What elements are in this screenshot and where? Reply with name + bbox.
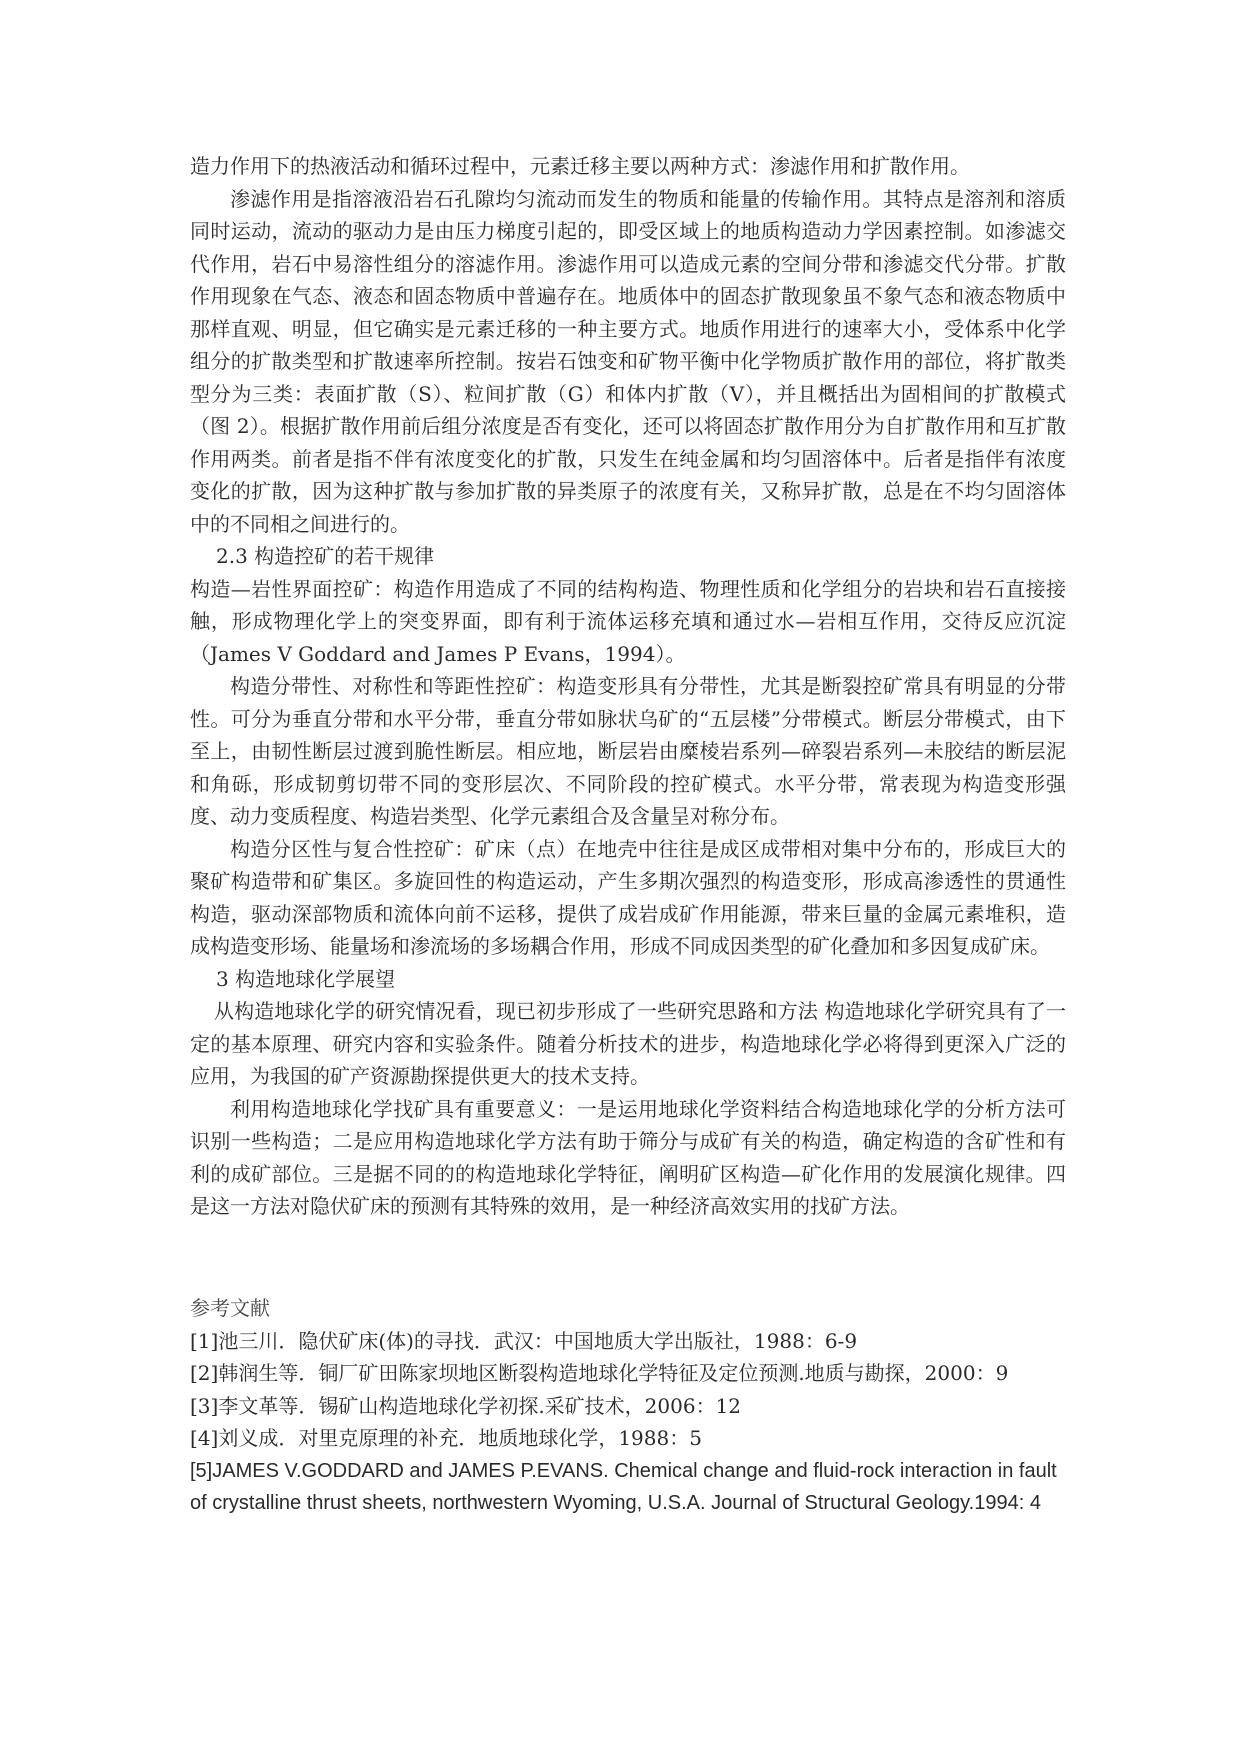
- reference-item: [5]JAMES V.GODDARD and JAMES P.EVANS. Chemical change and fluid-rock interaction in fault of crystalline thrust sheets, northwestern Wyoming, U.S.A. Journal of Structural Geology.1994: 4: [190, 1459, 1057, 1514]
- reference-item: [2]韩润生等．铜厂矿田陈家坝地区断裂构造地球化学特征及定位预测.地质与勘探，2000：9: [190, 1361, 1009, 1385]
- reference-item: [4]刘义成．对里克原理的补充．地质地球化学，1988：5: [190, 1426, 702, 1450]
- paragraph-significance: 利用构造地球化学找矿具有重要意义：一是运用地球化学资料结合构造地球化学的分析方法可识别一些构造；二是应用构造地球化学方法有助于筛分与成矿有关的构造，确定构造的含矿性和有利的成矿部位。三是据不同的的构造地球化学特征，阐明矿区构造—矿化作用的发展演化规律。四是这一方法对隐伏矿床的预测有其特殊的效用，是一种经济高效实用的找矿方法。: [190, 1096, 1066, 1218]
- section-heading-3: 3 构造地球化学展望: [216, 966, 396, 991]
- body-text: [190, 150, 1066, 1223]
- paragraph-lithology-interface: 构造—岩性界面控矿：构造作用造成了不同的结构构造、物理性质和化学组分的岩块和岩石直接接触，形成物理化学上的突变界面，即有利于流体运移充填和通过水—岩相互作用，交待反应沉淀（James V Goddard and James P Evans，1994）。: [190, 576, 1066, 666]
- paragraph-continuation: 造力作用下的热液活动和循环过程中，元素迁移主要以两种方式：渗滤作用和扩散作用。: [190, 154, 970, 178]
- references-title: 参考文献: [190, 1296, 270, 1320]
- reference-item: [1]池三川．隐伏矿床(体)的寻找．武汉：中国地质大学出版社，1988：6-9: [190, 1328, 858, 1353]
- paragraph-partition: 构造分区性与复合性控矿：矿床（点）在地壳中往往是成区成带相对集中分布的，形成巨大的聚矿构造带和矿集区。多旋回性的构造运动，产生多期次强烈的构造变形，形成高渗透性的贯通性构造，驱动深部物质和流体向前不运移，提供了成岩成矿作用能源，带来巨量的金属元素堆积，造成构造变形场、能量场和渗流场的多场耦合作用，形成不同成因类型的矿化叠加和多因复成矿床。: [190, 836, 1066, 958]
- paragraph-outlook: 从构造地球化学的研究情况看，现已初步形成了一些研究思路和方法 构造地球化学研究具有了一定的基本原理、研究内容和实验条件。随着分析技术的进步，构造地球化学必将得到更深入广泛的应用，为我国的矿产资源勘探提供更大的技术支持。: [190, 999, 1066, 1088]
- references: [190, 1292, 1070, 1520]
- paragraph-zoning: 构造分带性、对称性和等距性控矿：构造变形具有分带性，尤其是断裂控矿常具有明显的分带性。可分为垂直分带和水平分带，垂直分带如脉状乌矿的“五层楼”分带模式。断层分带模式，由下至上，由韧性断层过渡到脆性断层。相应地，断层岩由糜棱岩系列—碎裂岩系列—未胶结的断层泥和角砾，形成韧剪切带不同的变形层次、不同阶段的控矿模式。水平分带，常表现为构造变形强度、动力变质程度、构造岩类型、化学元素组合及含量呈对称分布。: [190, 674, 1066, 828]
- section-heading-2-3: 2.3 构造控矿的若干规律: [216, 544, 435, 568]
- paragraph-seepage-diffusion: 渗滤作用是指溶液沿岩石孔隙均匀流动而发生的物质和能量的传输作用。其特点是溶剂和溶质同时运动，流动的驱动力是由压力梯度引起的，即受区域上的地质构造动力学因素控制。如渗滤交代作用，岩石中易溶性组分的溶滤作用。渗滤作用可以造成元素的空间分带和渗滤交代分带。扩散作用现象在气态、液态和固态物质中普遍存在。地质体中的固态扩散现象虽不象气态和液态物质中那样直观、明显，但它确实是元素迁移的一种主要方式。地质作用进行的速率大小，受体系中化学组分的扩散类型和扩散速率所控制。按岩石蚀变和矿物平衡中化学物质扩散作用的部位，将扩散类型分为三类：表面扩散（S）、粒间扩散（G）和体内扩散（V），并且概括出为固相间的扩散模式（图 2）。根据扩散作用前后组分浓度是否有变化，还可以将固态扩散作用分为自扩散作用和互扩散作用两类。前者是指不伴有浓度变化的扩散，只发生在纯金属和均匀固溶体中。后者是指伴有浓度变化的扩散，因为这种扩散与参加扩散的异类原子的浓度有关，又称异扩散，总是在不均匀固溶体中的不同相之间进行的。: [190, 186, 1066, 536]
- reference-item: [3]李文革等．锡矿山构造地球化学初探.采矿技术，2006：12: [190, 1393, 742, 1418]
